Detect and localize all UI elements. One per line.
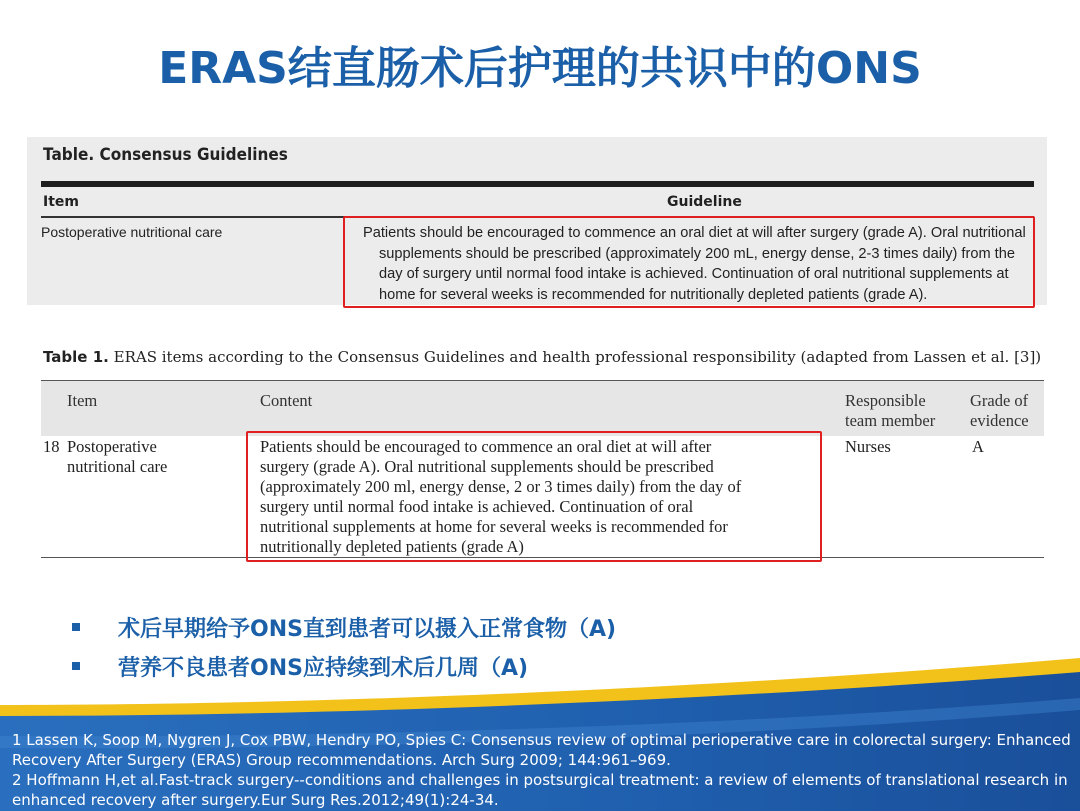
cell-line: nutritional care — [67, 457, 168, 476]
references — [12, 730, 1072, 810]
table-top-rule — [41, 181, 1034, 187]
reference-item: 1 Lassen K, Soop M, Nygren J, Cox PBW, Hendry PO, Spies C: Consensus review of optimal perioperative care in colorectal surgery: Enhanced Recovery After Surgery (ERAS) Group recommendations. Arch Surg 2009; 144:961–969. — [12, 731, 1071, 769]
table-caption: Table. Consensus Guidelines — [43, 145, 288, 165]
cell-line: nutritionally depleted patients (grade A) — [260, 537, 524, 556]
table-cell-guideline: Patients should be encouraged to commence an oral diet at will after surgery (grade A). Oral nutritional supplements should be prescribed (approximately 200 mL, energy dense, 2-3 times daily) from the day of surgery until normal food intake is achieved. Continuation of oral nutritional supplements at home for several weeks is recommended for nutritionally depleted patients (grade A). — [363, 225, 1026, 303]
cell-line: (approximately 200 ml, energy dense, 2 or 3 times daily) from the day of — [260, 477, 742, 496]
column-header-grade — [970, 391, 1029, 431]
slide-title: ERAS结直肠术后护理的共识中的ONS — [158, 43, 922, 94]
table-caption-text: ERAS items according to the Consensus Guidelines and health professional responsibility (adapted from Lassen et al. [3]) — [113, 348, 1042, 366]
bullet-text: 营养不良患者ONS应持续到术后几周（A) — [118, 656, 529, 681]
header-line: team member — [845, 411, 936, 430]
row-number: 18 — [43, 437, 60, 456]
bullet-item — [72, 612, 616, 643]
header-line: Grade of — [970, 391, 1029, 410]
column-header-responsible — [845, 391, 935, 431]
cell-line: nutritional supplements at home for several weeks is recommended for — [260, 517, 728, 536]
column-header-content: Content — [260, 391, 313, 410]
table-caption-label: Table 1. — [43, 348, 109, 366]
table-cell-item: Postoperative nutritional care — [41, 224, 223, 240]
highlight-box-content — [246, 431, 822, 562]
header-line: Responsible — [845, 391, 926, 410]
column-header-item: Item — [43, 194, 79, 210]
cell-line: Postoperative — [67, 437, 157, 456]
cell-line: surgery (grade A). Oral nutritional supplements should be prescribed — [260, 457, 714, 476]
cell-line: surgery until normal food intake is achieved. Continuation of oral — [260, 497, 694, 516]
reference-item: 2 Hoffmann H,et al.Fast-track surgery--conditions and challenges in postsurgical treatment: a review of elements of translational research in enhanced recovery after surgery.Eur Surg Res.2012;49(1):24-34. — [12, 771, 1068, 809]
table-cell-grade: A — [972, 437, 984, 456]
header-line: evidence — [970, 411, 1029, 430]
table-caption-eras — [43, 348, 1041, 366]
table-cell-item — [67, 437, 167, 477]
column-header-guideline: Guideline — [667, 194, 742, 210]
bullet-text: 术后早期给予ONS直到患者可以摄入正常食物（A) — [118, 617, 617, 642]
highlight-box-guideline — [343, 216, 1035, 308]
table-cell-responsible: Nurses — [845, 437, 891, 456]
square-bullet-icon — [72, 623, 80, 631]
cell-line: Patients should be encouraged to commence an oral diet at will after — [260, 437, 712, 456]
column-header-item: Item — [67, 391, 98, 410]
